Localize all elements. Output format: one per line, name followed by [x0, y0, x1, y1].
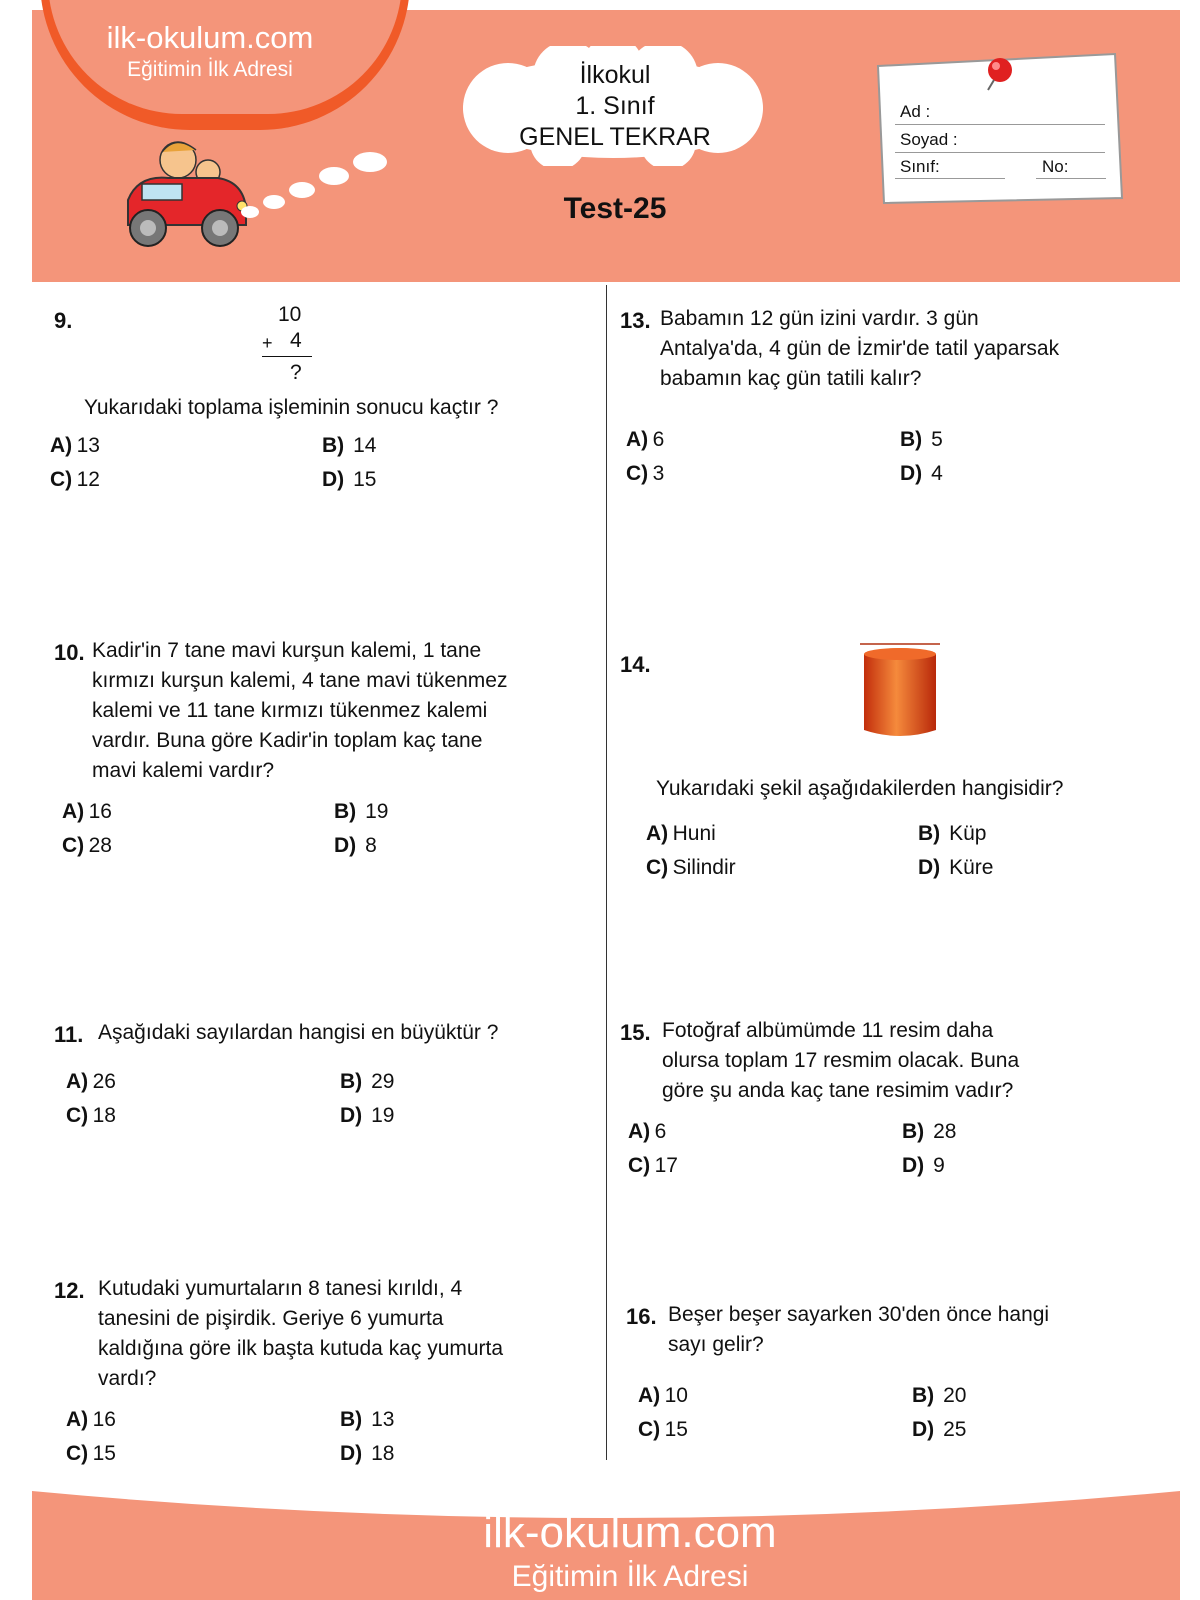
thought-bubbles — [230, 150, 470, 230]
test-title: Test-25 — [563, 192, 667, 225]
q13-option-a[interactable]: A) 6 — [626, 428, 665, 451]
q9-option-d[interactable]: D) 15 — [322, 468, 377, 491]
q14-option-c[interactable]: C) Silindir — [646, 856, 736, 879]
q13-option-c[interactable]: C) 3 — [626, 462, 665, 485]
cylinder-shape — [858, 640, 942, 740]
name-field-line[interactable] — [895, 124, 1105, 125]
q10-number: 10. — [54, 640, 85, 665]
surname-field-label: Soyad : — [900, 130, 958, 149]
q9-plus-sign: + — [262, 333, 273, 353]
q10-text: Kadir'in 7 tane mavi kurşun kalemi, 1 tane kırmızı kurşun kalemi, 4 tane mavi tükenmez kalemi ve 11 tane kırmızı tükenmez kalemi vardır. Buna göre Kadir'in toplam kaç tane mavi kalemi vardır? — [92, 639, 508, 782]
q10-option-b[interactable]: B) 19 — [334, 800, 389, 823]
q9-option-a[interactable]: A) 13 — [50, 434, 100, 457]
q16-option-a[interactable]: A) 10 — [638, 1384, 688, 1407]
q15-text: Fotoğraf albümümde 11 resim daha olursa toplam 17 resmim olacak. Buna göre şu anda kaç tane resimim vadır? — [662, 1019, 1020, 1102]
q12-option-d[interactable]: D) 18 — [340, 1442, 395, 1465]
q15-option-c[interactable]: C) 17 — [628, 1154, 678, 1177]
q11-option-a[interactable]: A) 26 — [66, 1070, 116, 1093]
q14-option-a[interactable]: A) Huni — [646, 822, 716, 845]
q11-option-d[interactable]: D) 19 — [340, 1104, 395, 1127]
q9-text: Yukarıdaki toplama işleminin sonucu kaçtır ? — [84, 396, 499, 419]
q12-number: 12. — [54, 1278, 85, 1303]
q13-option-d[interactable]: D) 4 — [900, 462, 943, 485]
class-field-label: Sınıf: — [900, 157, 940, 176]
q14-option-b[interactable]: B) Küp — [918, 822, 987, 845]
name-card — [870, 48, 1128, 208]
q9-operand-top: 10 — [278, 303, 302, 326]
q9-sum-line — [262, 356, 312, 357]
q9-option-b[interactable]: B) 14 — [322, 434, 377, 457]
title-block — [470, 60, 760, 153]
q14-text: Yukarıdaki şekil aşağıdakilerden hangisidir? — [656, 777, 1064, 800]
q9-result: ? — [290, 361, 302, 384]
q15-option-a[interactable]: A) 6 — [628, 1120, 667, 1143]
footer-site-name[interactable]: ilk-okulum.com — [483, 1508, 777, 1557]
q16-text: Beşer beşer sayarken 30'den önce hangi sayı gelir? — [668, 1303, 1050, 1356]
q13-option-b[interactable]: B) 5 — [900, 428, 943, 451]
q12-option-b[interactable]: B) 13 — [340, 1408, 395, 1431]
subject-label: GENEL TEKRAR — [519, 123, 711, 151]
q12-option-c[interactable]: C) 15 — [66, 1442, 116, 1465]
class-field-line[interactable] — [895, 178, 1005, 179]
q11-text: Aşağıdaki sayılardan hangisi en büyüktür ? — [98, 1021, 499, 1044]
q15-number: 15. — [620, 1020, 651, 1045]
q16-option-b[interactable]: B) 20 — [912, 1384, 967, 1407]
q13-number: 13. — [620, 308, 651, 333]
grade-label: 1. Sınıf — [575, 92, 655, 120]
q9-operand-bottom: 4 — [290, 329, 302, 352]
q16-number: 16. — [626, 1304, 657, 1329]
q10-option-d[interactable]: D) 8 — [334, 834, 377, 857]
level-label: İlkokul — [579, 61, 651, 89]
q10-option-c[interactable]: C) 28 — [62, 834, 112, 857]
number-field-line[interactable] — [1036, 178, 1106, 179]
q16-option-c[interactable]: C) 15 — [638, 1418, 688, 1441]
column-divider — [606, 285, 607, 1460]
logo-subtitle: Eğitimin İlk Adresi — [127, 58, 293, 81]
q11-option-c[interactable]: C) 18 — [66, 1104, 116, 1127]
q9-number: 9. — [54, 308, 73, 333]
q14-option-d[interactable]: D) Küre — [918, 856, 994, 879]
q12-text: Kutudaki yumurtaların 8 tanesi kırıldı, 4 tanesini de pişirdik. Geriye 6 yumurta kaldığına göre ilk başta kutuda kaç yumurta vardı? — [98, 1277, 504, 1390]
q16-option-d[interactable]: D) 25 — [912, 1418, 967, 1441]
q15-option-d[interactable]: D) 9 — [902, 1154, 945, 1177]
q12-option-a[interactable]: A) 16 — [66, 1408, 116, 1431]
q9-option-c[interactable]: C) 12 — [50, 468, 100, 491]
q14-number: 14. — [620, 652, 651, 677]
q11-number: 11. — [54, 1022, 84, 1047]
q10-option-a[interactable]: A) 16 — [62, 800, 112, 823]
logo-title[interactable]: ilk-okulum.com — [106, 20, 314, 55]
q11-option-b[interactable]: B) 29 — [340, 1070, 395, 1093]
q13-text: Babamın 12 gün izini vardır. 3 gün Antalya'da, 4 gün de İzmir'de tatil yaparsak babamın kaç gün tatili kalır? — [660, 307, 1060, 390]
name-field-label: Ad : — [900, 102, 931, 121]
surname-field-line[interactable] — [895, 152, 1105, 153]
q15-option-b[interactable]: B) 28 — [902, 1120, 957, 1143]
number-field-label: No: — [1042, 157, 1069, 176]
footer-slogan: Eğitimin İlk Adresi — [511, 1560, 749, 1593]
